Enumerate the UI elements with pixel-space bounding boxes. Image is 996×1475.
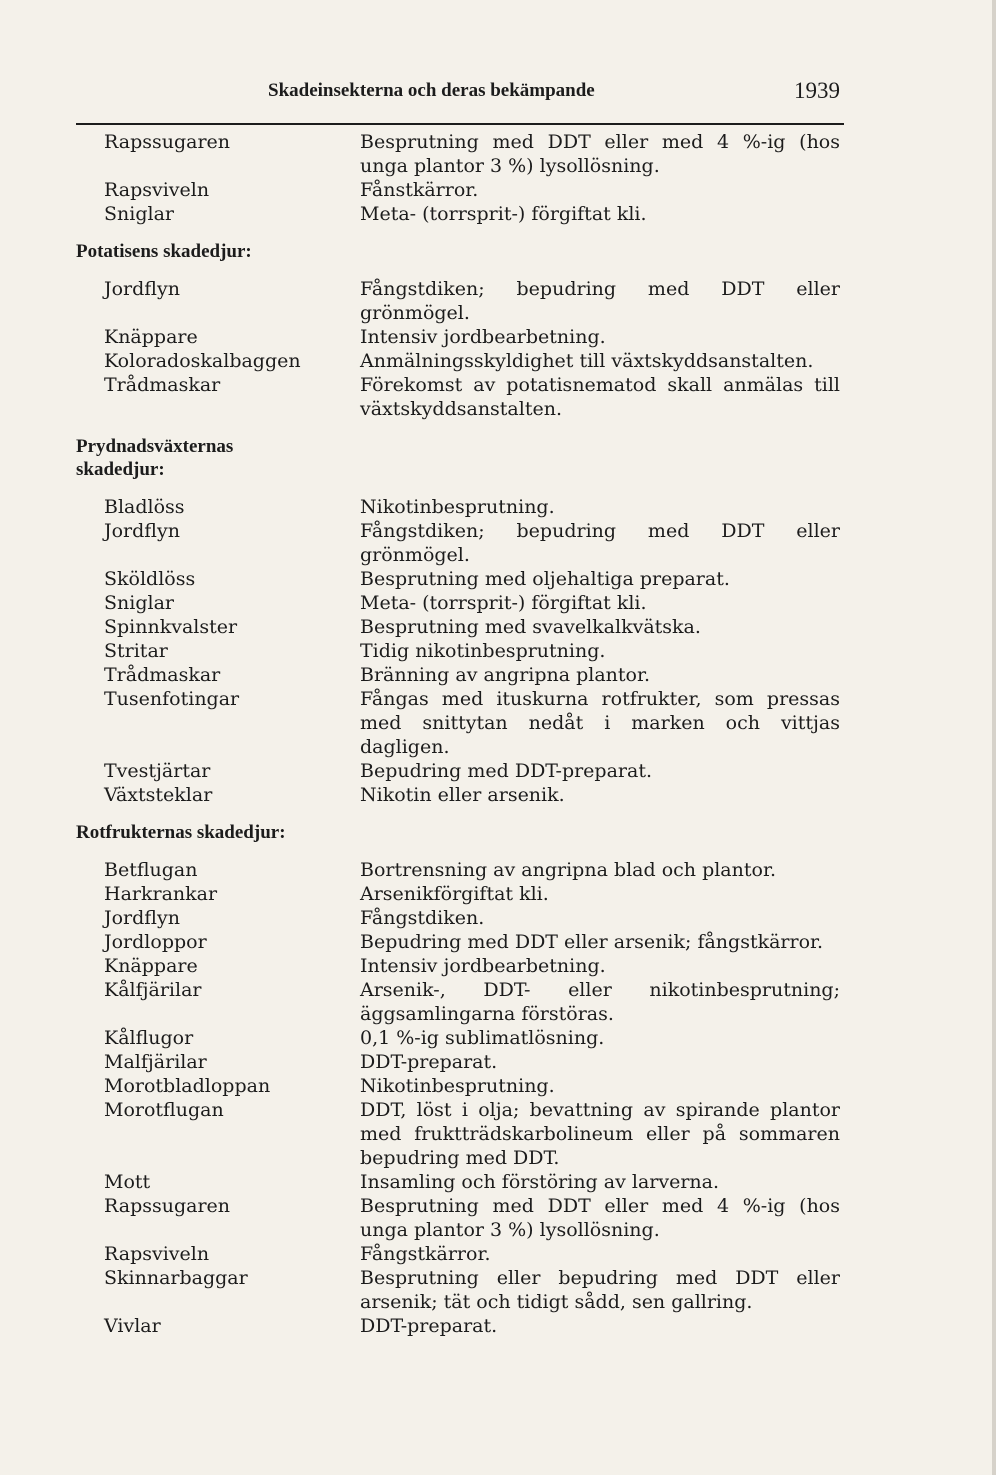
pest-name: Harkrankar <box>104 883 218 905</box>
pest-name: Morotbladloppan <box>104 1075 271 1097</box>
table-row <box>76 906 844 930</box>
treatment-text: Besprutning med oljehaltiga preparat. <box>360 568 730 590</box>
table-row <box>76 373 844 421</box>
table-row <box>76 1266 844 1314</box>
pest-name: Sköldlöss <box>104 568 196 590</box>
pest-name: Jordflyn <box>104 278 180 300</box>
treatment-text: Fångstdiken. <box>360 907 485 929</box>
table-row <box>76 349 844 373</box>
treatment-text: DDT, löst i olja; bevattning av spirande plantor med fruktträdskarbolineum eller på sommaren bepudring med DDT. <box>360 1099 840 1169</box>
treatment-text: Förekomst av potatisnematod skall anmälas till växtskyddsanstalten. <box>360 374 840 420</box>
pest-name: Mott <box>104 1171 151 1193</box>
section-heading: Prydnadsväxternas skadedjur: <box>76 436 234 480</box>
treatment-text: DDT-preparat. <box>360 1315 498 1337</box>
treatment-text: Bortrensning av angripna blad och plantor. <box>360 859 776 881</box>
section-heading: Rotfrukternas skadedjur: <box>76 822 286 843</box>
pest-name: Koloradoskalbaggen <box>104 350 301 372</box>
pest-name: Trådmaskar <box>104 664 221 686</box>
pest-name: Bladlöss <box>104 496 185 518</box>
treatment-text: Fångstdiken; bepudring med DDT eller grönmögel. <box>360 278 840 324</box>
table-row <box>76 1074 844 1098</box>
treatment-text: Besprutning eller bepudring med DDT eller arsenik; tät och tidigt sådd, sen gallring. <box>360 1267 840 1313</box>
table-row <box>76 978 844 1026</box>
table-row <box>76 783 844 807</box>
pest-name: Skinnarbaggar <box>104 1267 248 1289</box>
treatment-text: Besprutning med svavelkalkvätska. <box>360 616 701 638</box>
treatment-text: Fånstkärror. <box>360 179 479 201</box>
pest-name: Trådmaskar <box>104 374 221 396</box>
treatment-text: Tidig nikotinbesprutning. <box>360 640 606 662</box>
table-row <box>76 1242 844 1266</box>
table-row <box>76 277 844 325</box>
pest-name: Kålflugor <box>104 1027 194 1049</box>
treatment-text: Meta- (torrsprit-) förgiftat kli. <box>360 203 647 225</box>
table-row <box>76 615 844 639</box>
pest-name: Malfjärilar <box>104 1051 207 1073</box>
treatment-text: Besprutning med DDT eller med 4 %-ig (hos unga plantor 3 %) lysollösning. <box>360 1195 840 1241</box>
pest-name: Tusenfotingar <box>104 688 240 710</box>
table-row <box>76 519 844 567</box>
running-title: Skadeinsekterna och deras bekämpande <box>268 80 595 101</box>
pest-name: Jordloppor <box>104 931 207 953</box>
treatment-text: 0,1 %-ig sublimatlösning. <box>360 1027 605 1049</box>
table-row <box>76 639 844 663</box>
pest-name: Stritar <box>104 640 168 662</box>
pest-name: Kålfjärilar <box>104 979 202 1001</box>
pest-name: Tvestjärtar <box>104 760 211 782</box>
pest-section <box>76 435 844 807</box>
header-rule <box>76 123 844 125</box>
table-row <box>76 1098 844 1170</box>
pest-section <box>76 130 844 226</box>
pest-name: Rapssugaren <box>104 1195 231 1217</box>
table-row <box>76 202 844 226</box>
pest-control-table <box>76 130 844 1352</box>
treatment-text: Anmälningsskyldighet till växtskyddsanstalten. <box>360 350 814 372</box>
treatment-text: Arsenik-, DDT- eller nikotinbesprutning; äggsamlingarna förstöras. <box>360 979 840 1025</box>
page-number: 1939 <box>794 78 840 103</box>
treatment-text: Bepudring med DDT-preparat. <box>360 760 653 782</box>
treatment-text: Fångas med ituskurna rotfrukter, som pressas med snittytan nedåt i marken och vittjas dagligen. <box>360 688 840 758</box>
table-row <box>76 882 844 906</box>
table-row <box>76 858 844 882</box>
treatment-text: Arsenikförgiftat kli. <box>360 883 549 905</box>
pest-name: Rapsviveln <box>104 179 210 201</box>
treatment-text: Intensiv jordbearbetning. <box>360 326 606 348</box>
pest-name: Morotflugan <box>104 1099 224 1121</box>
pest-section <box>76 821 844 1338</box>
table-row <box>76 759 844 783</box>
table-row <box>76 567 844 591</box>
pest-name: Vivlar <box>104 1315 161 1337</box>
pest-name: Sniglar <box>104 203 174 225</box>
table-row <box>76 1050 844 1074</box>
treatment-text: Fångstkärror. <box>360 1243 491 1265</box>
table-row <box>76 495 844 519</box>
running-header <box>76 80 844 110</box>
table-row <box>76 1314 844 1338</box>
pest-name: Jordflyn <box>104 520 180 542</box>
treatment-text: Nikotinbesprutning. <box>360 1075 555 1097</box>
pest-name: Jordflyn <box>104 907 180 929</box>
pest-name: Spinnkvalster <box>104 616 238 638</box>
treatment-text: Fångstdiken; bepudring med DDT eller grönmögel. <box>360 520 840 566</box>
treatment-text: Bränning av angripna plantor. <box>360 664 651 686</box>
pest-name: Sniglar <box>104 592 174 614</box>
pest-section <box>76 240 844 421</box>
treatment-text: Nikotinbesprutning. <box>360 496 555 518</box>
pest-name: Knäppare <box>104 955 198 977</box>
table-row <box>76 178 844 202</box>
table-row <box>76 663 844 687</box>
table-row <box>76 687 844 759</box>
section-heading: Potatisens skadedjur: <box>76 241 252 262</box>
pest-name: Rapsviveln <box>104 1243 210 1265</box>
treatment-text: Meta- (torrsprit-) förgiftat kli. <box>360 592 647 614</box>
pest-name: Knäppare <box>104 326 198 348</box>
table-row <box>76 1170 844 1194</box>
table-row <box>76 1026 844 1050</box>
table-row <box>76 1194 844 1242</box>
table-row <box>76 954 844 978</box>
pest-name: Rapssugaren <box>104 131 231 153</box>
table-row <box>76 930 844 954</box>
pest-name: Växtsteklar <box>104 784 213 806</box>
treatment-text: DDT-preparat. <box>360 1051 498 1073</box>
table-row <box>76 325 844 349</box>
treatment-text: Bepudring med DDT eller arsenik; fångstkärror. <box>360 931 824 953</box>
pest-name: Betflugan <box>104 859 198 881</box>
table-row <box>76 130 844 178</box>
treatment-text: Insamling och förstöring av larverna. <box>360 1171 720 1193</box>
treatment-text: Besprutning med DDT eller med 4 %-ig (hos unga plantor 3 %) lysollösning. <box>360 131 840 177</box>
treatment-text: Nikotin eller arsenik. <box>360 784 565 806</box>
treatment-text: Intensiv jordbearbetning. <box>360 955 606 977</box>
table-row <box>76 591 844 615</box>
